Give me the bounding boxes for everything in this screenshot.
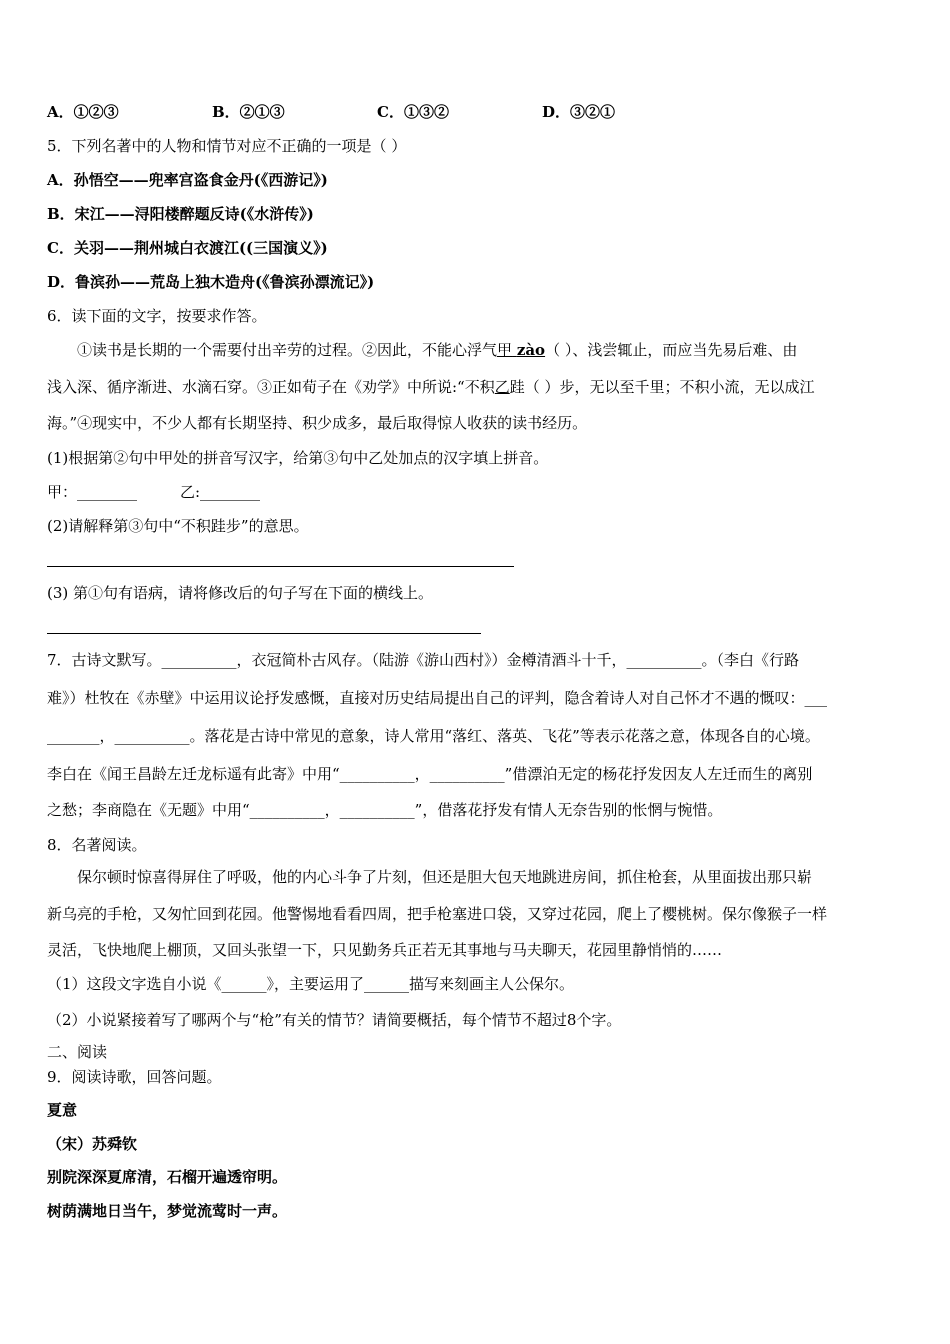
- q6-answer-jia: 甲：________: [47, 483, 138, 501]
- q6-passage-line-1: ①读书是长期的一个需要付出辛劳的过程。②因此，不能心浮气甲 zào（ ）、浅尝辄止，而应当先易后难、由: [77, 341, 798, 359]
- q5-option-d: D．鲁滨孙——荒岛上独木造舟(《鲁滨孙漂流记》): [47, 273, 375, 291]
- q6-sub-2-answer-line: [47, 566, 514, 567]
- q9-stem: 9．阅读诗歌，回答问题。: [47, 1068, 222, 1086]
- q8-sub-1: （1）这段文字选自小说《______》，主要运用了______描写来刻画主人公保尔。: [47, 975, 575, 993]
- q4-option-b: B．②①③: [212, 103, 285, 121]
- q9-poem-author: （宋）苏舜钦: [47, 1135, 138, 1153]
- q9-poem-title: 夏意: [47, 1101, 78, 1119]
- q5-stem: 5．下列名著中的人物和情节对应不正确的一项是（ ）: [47, 137, 407, 155]
- q7-line-1: 7．古诗文默写。__________，衣冠简朴古风存。（陆游《游山西村》）金樽清酒斗十千，__________。（李白《行路: [47, 651, 800, 669]
- q7-line-2: 难》）杜牧在《赤壁》中运用议论抒发感慨，直接对历史结局提出自己的评判，隐含着诗人对自己怀才不遇的慨叹：___: [47, 689, 828, 707]
- q9-poem-line-1: 别院深深夏席清，石榴开遍透帘明。: [47, 1168, 288, 1186]
- section-2-heading: 二、阅读: [47, 1043, 108, 1061]
- q5-option-a: A．孙悟空——兜率宫盗食金丹(《西游记》): [47, 171, 328, 189]
- q6-stem: 6．读下面的文字，按要求作答。: [47, 307, 267, 325]
- q7-line-3: _______，__________。落花是古诗中常见的意象，诗人常用“落红、落英、飞花”等表示花落之意，体现各自的心境。: [47, 727, 820, 745]
- q6-blank-jia: 甲 zào: [497, 341, 546, 359]
- q6-sub-2: (2)请解释第③句中“不积跬步”的意思。: [47, 517, 309, 535]
- q6-answer-yi: 乙:________: [180, 483, 261, 501]
- q9-poem-line-2: 树荫满地日当午，梦觉流莺时一声。: [47, 1202, 288, 1220]
- q6-passage-line-3: 海。”④现实中，不少人都有长期坚持、积少成多，最后取得惊人收获的读书经历。: [47, 414, 588, 432]
- q6-sub-3-answer-line: [47, 633, 481, 634]
- q8-passage-line-1: 保尔顿时惊喜得屏住了呼吸，他的内心斗争了片刻，但还是胆大包天地跳进房间，抓住枪套，从里面拔出那只崭: [77, 868, 813, 886]
- q7-line-4: 李白在《闻王昌龄左迁龙标遥有此寄》中用“__________，__________”借漂泊无定的杨花抒发因友人左迁而生的离别: [47, 765, 813, 783]
- q8-passage-line-2: 新乌亮的手枪，又匆忙回到花园。他警惕地看看四周，把手枪塞进口袋，又穿过花园，爬上了樱桃树。保尔像猴子一样: [47, 905, 828, 923]
- q8-passage-line-3: 灵活，飞快地爬上棚顶，又回头张望一下，只见勤务兵正若无其事地与马夫聊天，花园里静悄悄的……: [47, 941, 723, 959]
- q6-blank-yi: 乙: [494, 378, 510, 396]
- q6-sub-1: (1)根据第②句中甲处的拼音写汉字，给第③句中乙处加点的汉字填上拼音。: [47, 449, 549, 467]
- q6-passage-line-2: 浅入深、循序渐进、水滴石穿。③正如荀子在《劝学》中所说:“不积乙跬（ ）步，无以至千里；不积小流，无以成江: [47, 378, 815, 396]
- q4-option-d: D．③②①: [542, 103, 616, 121]
- q6-sub-3: (3) 第①句有语病，请将修改后的句子写在下面的横线上。: [47, 584, 434, 602]
- q7-line-5: 之愁；李商隐在《无题》中用“__________，__________”，借落花抒发有情人无奈告别的怅惘与惋惜。: [47, 801, 723, 819]
- q6-dotted-char: 跬: [509, 378, 525, 396]
- q5-option-c: C．关羽——荆州城白衣渡江((三国演义》): [47, 239, 328, 257]
- q4-option-a: A．①②③: [47, 103, 119, 121]
- q5-option-b: B．宋江——浔阳楼醉题反诗(《水浒传》): [47, 205, 314, 223]
- q8-stem: 8．名著阅读。: [47, 836, 147, 854]
- q4-option-c: C．①③②: [377, 103, 449, 121]
- q8-sub-2: （2）小说紧接着写了哪两个与“枪”有关的情节？请简要概括，每个情节不超过8个字。: [47, 1011, 622, 1029]
